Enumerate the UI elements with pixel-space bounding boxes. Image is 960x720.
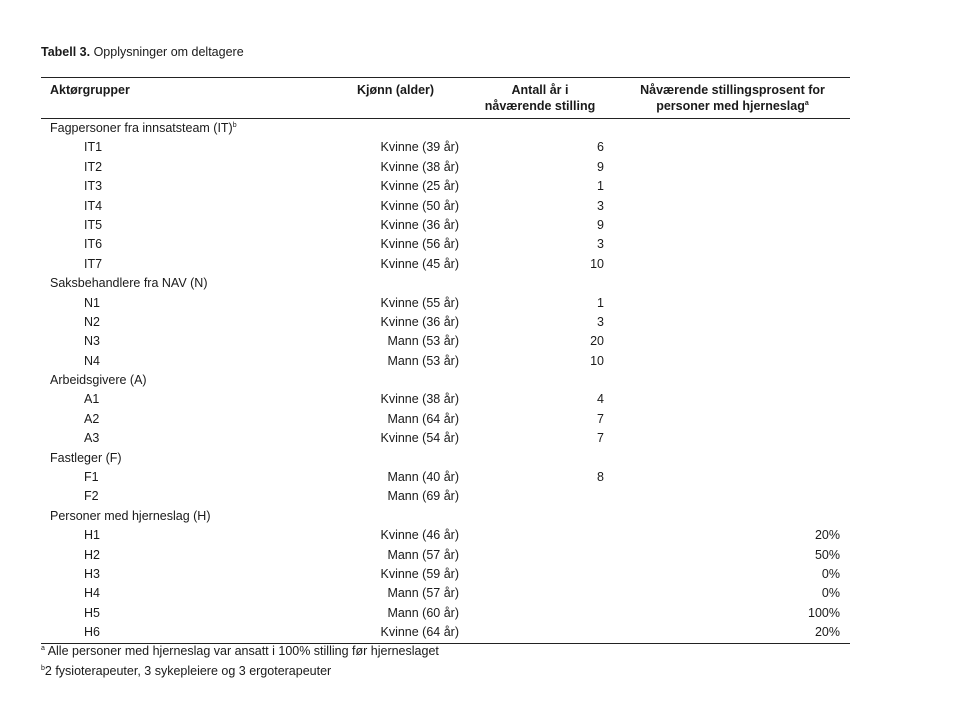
group-row [41, 371, 850, 390]
participant-id [84, 179, 102, 194]
table-row [41, 410, 850, 429]
row-name-text: H2 [84, 547, 100, 562]
participant-id [84, 412, 99, 427]
row-name-text: A1 [84, 392, 100, 407]
row-name-text: IT5 [84, 217, 103, 232]
table-body [41, 119, 850, 643]
position-pct-cell: 0% [821, 586, 840, 601]
participant-id [84, 548, 100, 563]
years-cell: 3 [597, 198, 604, 213]
participant-id [84, 392, 99, 407]
gender-age-cell: Kvinne (39 år) [380, 140, 459, 155]
row-name-text: H4 [84, 586, 100, 601]
row-name-text: Arbeidsgivere (A) [50, 373, 147, 388]
table-header [41, 78, 850, 119]
footnote-b-text: 2 fysioterapeuter, 3 sykepleiere og 3 ergoterapeuter [44, 664, 332, 678]
header-years-line1: Antall år i [511, 83, 569, 97]
years-cell: 10 [590, 256, 604, 271]
table-row [41, 313, 850, 332]
participant-id [84, 257, 102, 272]
table-row [41, 294, 850, 313]
gender-age-cell: Kvinne (56 år) [380, 237, 459, 252]
row-name-text: IT6 [84, 237, 103, 252]
table-row [41, 565, 850, 584]
header-pct-line2-text: personer med hjerneslag [656, 99, 805, 113]
row-name-text: N3 [84, 334, 100, 349]
row-name-text: Saksbehandlere fra NAV (N) [50, 276, 208, 291]
row-name-text: F2 [84, 489, 99, 504]
years-cell: 3 [597, 237, 604, 252]
table-row [41, 332, 850, 351]
row-name-text: Fastleger (F) [50, 450, 122, 465]
header-pct-line1: Nåværende stillingsprosent for [640, 83, 825, 97]
table-caption [41, 45, 244, 59]
gender-age-cell: Kvinne (54 år) [380, 431, 459, 446]
table-row [41, 255, 850, 274]
caption-text: Opplysninger om deltagere [90, 45, 244, 59]
row-name-text: H5 [84, 605, 100, 620]
footnote-b-mark: b [41, 664, 45, 672]
participant-id [84, 470, 99, 485]
participant-id [84, 218, 102, 233]
participant-id [84, 296, 100, 311]
table-row [41, 429, 850, 448]
position-pct-cell: 20% [814, 528, 840, 543]
gender-age-cell: Kvinne (59 år) [380, 566, 459, 581]
gender-age-cell: Mann (57 år) [387, 547, 459, 562]
participant-id [84, 199, 102, 214]
header-years [474, 82, 606, 114]
years-cell: 9 [597, 217, 604, 232]
row-name-text: Fagpersoner fra innsatsteam (IT) [50, 121, 233, 135]
participant-id [84, 431, 99, 446]
gender-age-cell: Mann (69 år) [387, 489, 459, 504]
years-cell: 7 [597, 411, 604, 426]
row-name-text: H3 [84, 566, 100, 581]
row-name-text: IT4 [84, 198, 103, 213]
group-name [50, 451, 122, 466]
gender-age-cell: Kvinne (38 år) [380, 392, 459, 407]
participant-id [84, 334, 100, 349]
group-row [41, 449, 850, 468]
gender-age-cell: Mann (53 år) [387, 353, 459, 368]
group-row [41, 507, 850, 526]
years-cell: 7 [597, 431, 604, 446]
group-name [50, 121, 237, 136]
header-years-line2: nåværende stilling [484, 99, 596, 113]
gender-age-cell: Kvinne (55 år) [380, 295, 459, 310]
table-row [41, 177, 850, 196]
years-cell: 1 [597, 295, 604, 310]
header-pct-line2 [621, 98, 844, 114]
participant-id [84, 586, 100, 601]
row-name-text: H1 [84, 528, 100, 543]
table-row [41, 526, 850, 545]
footnote-b [41, 661, 439, 681]
years-cell: 9 [597, 159, 604, 174]
participant-id [84, 625, 100, 640]
position-pct-cell: 20% [814, 625, 840, 640]
table-row [41, 604, 850, 623]
gender-age-cell: Kvinne (50 år) [380, 198, 459, 213]
group-name [50, 509, 211, 524]
table-row [41, 138, 850, 157]
participant-id [84, 528, 100, 543]
header-pct [621, 82, 844, 114]
table-row [41, 623, 850, 642]
participant-id [84, 567, 100, 582]
footnotes [41, 641, 439, 681]
position-pct-cell: 50% [814, 547, 840, 562]
table-row [41, 197, 850, 216]
row-name-text: IT7 [84, 256, 103, 271]
participant-id [84, 489, 99, 504]
gender-age-cell: Kvinne (36 år) [380, 314, 459, 329]
position-pct-cell: 0% [821, 566, 840, 581]
participant-id [84, 606, 100, 621]
gender-age-cell: Mann (57 år) [387, 586, 459, 601]
row-name-text: Personer med hjerneslag (H) [50, 508, 211, 523]
caption-label: Tabell 3. [41, 45, 91, 59]
gender-age-cell: Mann (64 år) [387, 411, 459, 426]
row-name-text: IT1 [84, 140, 103, 155]
header-pct-sup: a [804, 99, 809, 107]
gender-age-cell: Kvinne (38 år) [380, 159, 459, 174]
footnote-a-mark: a [41, 644, 45, 652]
gender-age-cell: Kvinne (36 år) [380, 217, 459, 232]
years-cell: 8 [597, 470, 604, 485]
table-row [41, 390, 850, 409]
gender-age-cell: Kvinne (25 år) [380, 179, 459, 194]
group-footnote-mark: b [232, 121, 237, 129]
participant-id [84, 315, 100, 330]
position-pct-cell: 100% [808, 605, 840, 620]
header-group: Aktørgrupper [50, 83, 130, 97]
gender-age-cell: Mann (40 år) [387, 470, 459, 485]
row-name-text: IT2 [84, 159, 103, 174]
group-name [50, 276, 207, 291]
header-gender: Kjønn (alder) [357, 83, 435, 97]
row-name-text: N2 [84, 314, 100, 329]
participant-id [84, 140, 102, 155]
table-row [41, 216, 850, 235]
years-cell: 20 [590, 334, 604, 349]
row-name-text: A3 [84, 431, 100, 446]
years-cell: 4 [597, 392, 604, 407]
row-name-text: H6 [84, 625, 100, 640]
table-row [41, 487, 850, 506]
row-name-text: F1 [84, 470, 99, 485]
years-cell: 10 [590, 353, 604, 368]
table-row [41, 546, 850, 565]
years-cell: 6 [597, 140, 604, 155]
years-cell: 3 [597, 314, 604, 329]
gender-age-cell: Mann (60 år) [387, 605, 459, 620]
gender-age-cell: Kvinne (45 år) [380, 256, 459, 271]
group-name [50, 373, 147, 388]
gender-age-cell: Kvinne (46 år) [380, 528, 459, 543]
participant-id [84, 354, 100, 369]
table-row [41, 158, 850, 177]
footnote-a [41, 641, 439, 661]
participant-id [84, 237, 102, 252]
group-row [41, 274, 850, 293]
participant-id [84, 160, 102, 175]
table-row [41, 468, 850, 487]
row-name-text: A2 [84, 411, 100, 426]
gender-age-cell: Kvinne (64 år) [380, 625, 459, 640]
gender-age-cell: Mann (53 år) [387, 334, 459, 349]
table-row [41, 235, 850, 254]
years-cell: 1 [597, 179, 604, 194]
group-row [41, 119, 850, 138]
row-name-text: N4 [84, 353, 100, 368]
row-name-text: IT3 [84, 179, 103, 194]
participants-table [41, 77, 850, 644]
table-row [41, 352, 850, 371]
table-row [41, 584, 850, 603]
footnote-a-text: Alle personer med hjerneslag var ansatt i 100% stilling før hjerneslaget [44, 644, 439, 658]
row-name-text: N1 [84, 295, 100, 310]
